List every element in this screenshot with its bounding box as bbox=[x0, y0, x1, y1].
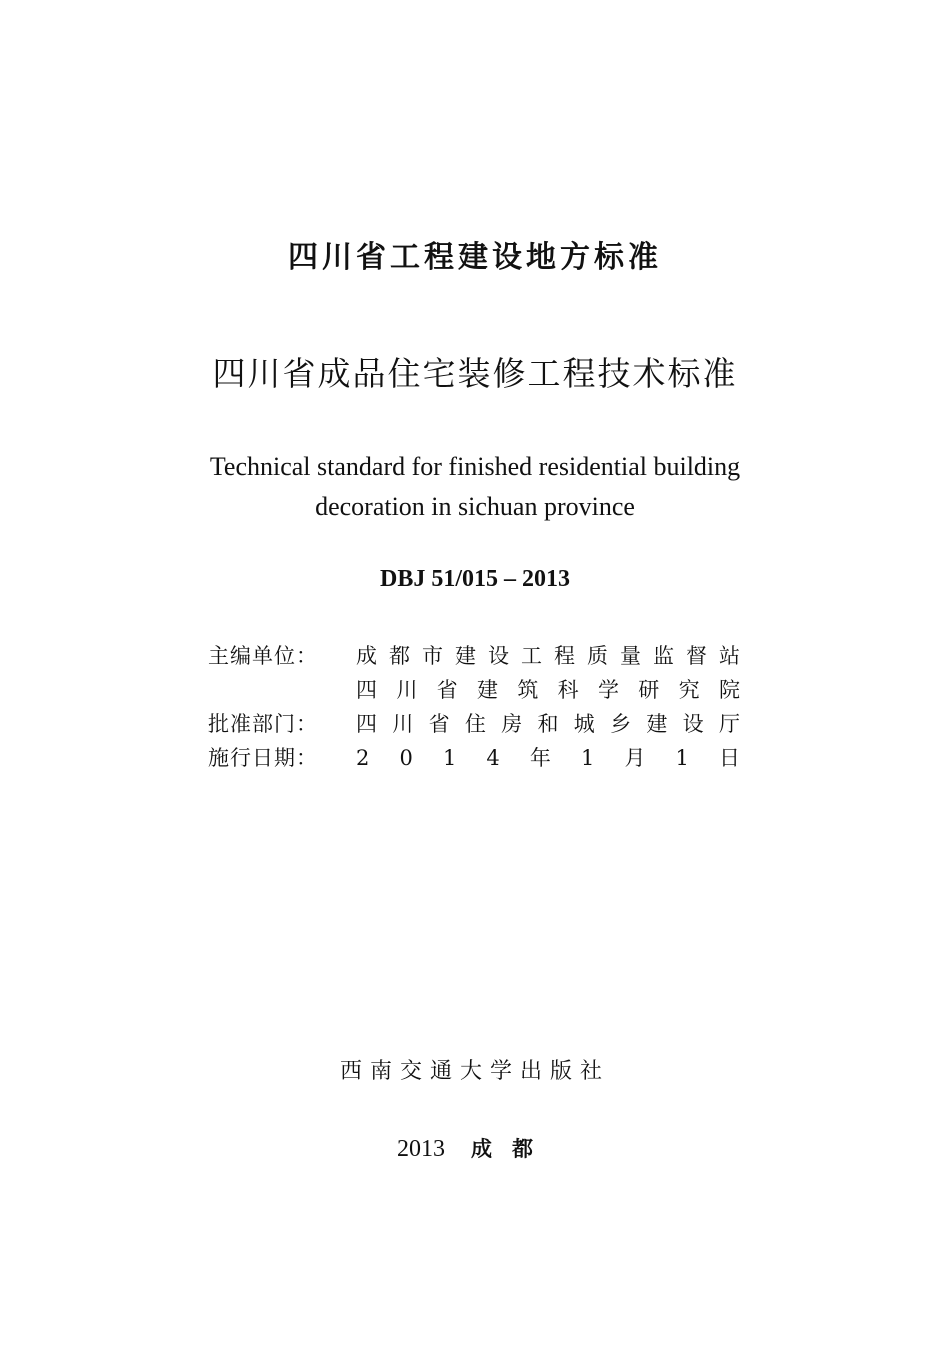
char: 4 bbox=[486, 746, 500, 770]
char: 研 bbox=[638, 678, 660, 702]
char: 建 bbox=[476, 678, 498, 702]
editor-label: 主编单位： bbox=[208, 644, 318, 668]
series-title: 四川省工程建设地方标准 bbox=[288, 240, 662, 275]
char: 年 bbox=[529, 746, 551, 770]
standard-code: DBJ 51/015 – 2013 bbox=[379, 566, 570, 592]
char: 乡 bbox=[610, 712, 632, 736]
char: 程 bbox=[554, 644, 575, 668]
char: 设 bbox=[682, 712, 704, 736]
char: 川 bbox=[392, 712, 414, 736]
char: 0 bbox=[399, 746, 413, 770]
char: 四 bbox=[356, 678, 377, 702]
approver-label: 批准部门： bbox=[208, 712, 318, 736]
char: 成 bbox=[356, 644, 377, 668]
effective-date-value bbox=[356, 743, 740, 773]
publisher-name: 西南交通大学出版社 bbox=[339, 1059, 610, 1084]
publication-city: 成都 bbox=[471, 1137, 553, 1161]
char: 工 bbox=[521, 644, 542, 668]
editor-unit-1 bbox=[356, 641, 740, 671]
char: 厅 bbox=[718, 712, 740, 736]
char: 量 bbox=[620, 644, 641, 668]
editor-unit-2 bbox=[356, 675, 740, 705]
char: 质 bbox=[587, 644, 608, 668]
char: 房 bbox=[501, 712, 523, 736]
char: 监 bbox=[653, 644, 674, 668]
char: 院 bbox=[718, 678, 740, 702]
document-title-chinese: 四川省成品住宅装修工程技术标准 bbox=[212, 354, 738, 393]
char: 都 bbox=[389, 644, 410, 668]
char: 省 bbox=[436, 678, 458, 702]
char: 站 bbox=[719, 644, 740, 668]
title-en-line-1: Technical standard for finished residential building bbox=[209, 452, 741, 481]
char: 督 bbox=[686, 644, 707, 668]
char: 建 bbox=[646, 712, 668, 736]
char: 1 bbox=[580, 746, 595, 770]
char: 1 bbox=[442, 746, 457, 770]
char: 月 bbox=[624, 746, 646, 770]
char: 住 bbox=[464, 712, 486, 736]
approver-value bbox=[356, 709, 740, 739]
document-title-english bbox=[0, 447, 950, 527]
char: 川 bbox=[396, 678, 418, 702]
char: 省 bbox=[428, 712, 450, 736]
effective-date-label: 施行日期： bbox=[208, 746, 318, 770]
title-en-line-2: decoration in sichuan province bbox=[315, 492, 635, 521]
char: 市 bbox=[422, 644, 443, 668]
char: 2 bbox=[356, 746, 370, 770]
char: 设 bbox=[488, 644, 509, 668]
char: 城 bbox=[573, 712, 595, 736]
char: 究 bbox=[678, 678, 700, 702]
char: 建 bbox=[455, 644, 476, 668]
publication-year: 2013 bbox=[397, 1136, 445, 1162]
char: 和 bbox=[537, 712, 559, 736]
publication-place-year bbox=[0, 1132, 950, 1166]
char: 日 bbox=[719, 746, 740, 770]
char: 1 bbox=[675, 746, 689, 770]
char: 科 bbox=[557, 678, 579, 702]
char: 四 bbox=[356, 712, 377, 736]
char: 学 bbox=[597, 678, 619, 702]
char: 筑 bbox=[517, 678, 539, 702]
